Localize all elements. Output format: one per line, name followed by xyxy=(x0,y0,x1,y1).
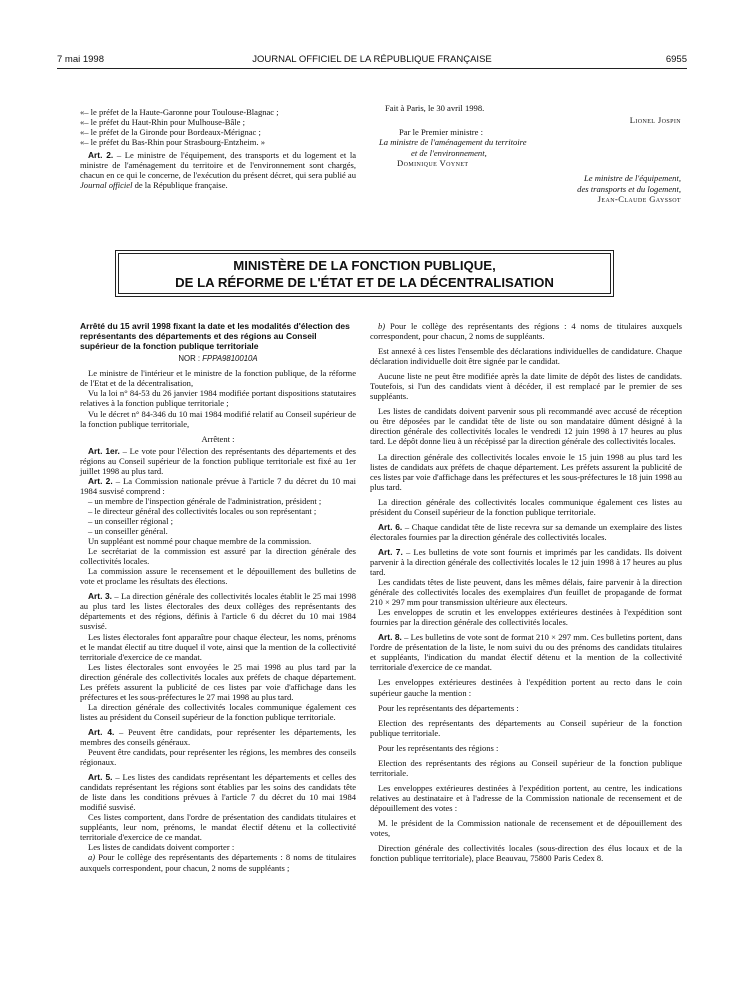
minister-title: des transports et du logement, xyxy=(577,183,681,194)
signatory-name: Jean-Claude Gayssot xyxy=(597,194,681,205)
article-1: Art. 1er. – Le vote pour l'élection des représentants des départements et des régions au Conseil supérieur de la fonction publique territoriale est fixé au 1er juillet 1998 au plus tard. xyxy=(80,445,356,476)
list-item: «– le préfet du Haut-Rhin pour Mulhouse-Bâle ; xyxy=(80,117,245,128)
list-item: – un conseiller régional ; xyxy=(88,515,173,526)
article-label: Art. 5. xyxy=(88,772,113,783)
list-item: «– le préfet de la Haute-Garonne pour Toulouse-Blagnac ; xyxy=(80,107,279,117)
article-8: Art. 8. – Les bulletins de vote sont de format 210 × 297 mm. Ces bulletins portent, dans l'ordre de présentation de la liste, le nom suivi du ou des prénoms des candidats titulaires et suppléants, l'indication du mandat électif détenu et la mention de la collectivité territoriale d'exercice de ce mandat. xyxy=(370,632,682,673)
minister-title: Le ministre de l'équipement, xyxy=(584,173,681,184)
paragraph: Aucune liste ne peut être modifiée après la date limite de dépôt des listes de candidats. Toutefois, si l'un des candidats vient à décéder, il est remplacé par le premier de ses suppléants. xyxy=(370,371,682,402)
paragraph: Les enveloppes extérieures destinées à l'expédition portent, au centre, les indications relatives au destinataire et à l'adresse de la Commission nationale de recensement et de dépouillement des votes : xyxy=(370,782,682,813)
article-label: Art. 7. xyxy=(378,546,403,557)
paragraph: Les listes électorales sont envoyées le 25 mai 1998 au plus tard par la direction générale des collectivités locales aux préfets de chaque département. Les préfets assurent la publicité de ces listes par voie d'affichage dans les préfectures et les sous-préfectures le 27 mai 1998 au plus tard. xyxy=(80,661,356,702)
paragraph: La direction générale des collectivités locales communique également ces listes au président du Conseil supérieur de la fonction publique territoriale. xyxy=(80,701,356,722)
article-label: Art. 3. xyxy=(88,591,113,602)
preamble-paragraph: Le ministre de l'intérieur et le ministre de la fonction publique, de la réforme de l'Etat et de la décentralisation, xyxy=(80,368,356,389)
paragraph: Les listes de candidats doivent comporter : xyxy=(88,842,235,853)
arretent: Arrêtent : xyxy=(201,433,235,444)
ministry-heading-line: MINISTÈRE DE LA FONCTION PUBLIQUE, xyxy=(233,258,496,273)
header-rule xyxy=(57,68,687,69)
article-label: Art. 4. xyxy=(88,726,115,737)
paragraph: Les enveloppes extérieures destinées à l'expédition portent au recto dans le coin supérieur gauche la mention : xyxy=(370,677,682,698)
paragraph: La direction générale des collectivités locales envoie le 15 juin 1998 au plus tard les listes de candidats aux préfets de chaque département. Les préfets assurent la publicité de ces listes par voie d'affichage dans les préfectures et les sous-préfectures le 18 juin 1998 au plus tard. xyxy=(370,451,682,492)
list-item: – un membre de l'inspection générale de l'administration, président ; xyxy=(88,495,322,506)
paragraph-a: a) Pour le collège des représentants des départements : 8 noms de titulaires auxquels correspondent, pour chacun, 2 noms de suppléants ; xyxy=(80,852,356,873)
article-4: Art. 4. – Peuvent être candidats, pour représenter les départements, les membres des conseils généraux. xyxy=(80,726,356,747)
paragraph: Les listes de candidats doivent parvenir sous pli recommandé avec accusé de réception ou être déposées par le candidat tête de liste ou son mandataire dûment désigné à la direction générale des collectivités locales le vendredi 12 juin 1998 à 17 heures au plus tard. Le dépôt donne lieu à un récépissé par la direction générale des collectivités locales. xyxy=(370,406,682,447)
paragraph: Peuvent être candidats, pour représenter les régions, les membres des conseils régionaux. xyxy=(80,747,356,768)
paragraph: La direction générale des collectivités locales communique également ces listes au président du Conseil supérieur de la fonction publique territoriale. xyxy=(370,496,682,517)
list-item: – le directeur général des collectivités locales ou son représentant ; xyxy=(88,505,317,516)
article-label: Art. 6. xyxy=(378,521,403,532)
article-label: Art. 2. xyxy=(88,150,114,161)
article-7: Art. 7. – Les bulletins de vote sont fournis et imprimés par les candidats. Ils doivent parvenir à la direction générale des collectivités locales le 12 juin 1998 à 17 heures au plus tard. xyxy=(370,546,682,577)
arrete-title: Arrêté du 15 avril 1998 fixant la date et les modalités d'élection des représentants des départements et des régions au Conseil supérieur de la fonction publique territoriale xyxy=(80,321,350,352)
preamble-paragraph: Vu la loi n° 84-53 du 26 janvier 1984 modifiée portant dispositions statutaires relatives à la fonction publique territoriale ; xyxy=(80,388,356,409)
paragraph: Pour les représentants des régions : xyxy=(378,742,499,753)
ministry-heading-line: DE LA RÉFORME DE L'ÉTAT ET DE LA DÉCENTRALISATION xyxy=(175,275,554,290)
paragraph: Pour les représentants des départements : xyxy=(378,702,519,713)
previous-decree-end xyxy=(80,107,356,190)
article-label: Art. 2. xyxy=(88,475,113,486)
paragraph: Les listes électorales font apparaître pour chaque électeur, les noms, prénoms et le mandat électif au titre duquel il vote, ainsi que la mention de la collectivité territoriale d'exercice de ce mandat. xyxy=(80,631,356,662)
ministry-heading-box xyxy=(118,253,611,294)
paragraph: Election des représentants des régions au Conseil supérieur de la fonction publique territoriale. xyxy=(370,757,682,778)
paragraph: Ces listes comportent, dans l'ordre de présentation des candidats titulaires et suppléants, leur nom, prénoms, le mandat électif détenu et la collectivité territoriale d'exercice de ce mandat. xyxy=(80,812,356,843)
minister-title: La ministre de l'aménagement du territoire xyxy=(379,137,527,148)
list-item: «– le préfet de la Gironde pour Bordeaux-Mérignac ; xyxy=(80,127,261,138)
by-prime-minister: Par le Premier ministre : xyxy=(399,126,484,137)
paragraph: La commission assure le recensement et le dépouillement des bulletins de vote et proclame les résultats des élections. xyxy=(80,566,356,587)
paragraph: Le secrétariat de la commission est assuré par la direction générale des collectivités locales. xyxy=(80,546,356,567)
paragraph: Les candidats têtes de liste peuvent, dans les mêmes délais, faire parvenir à la direction générale des collectivités locales des exemplaires d'un feuillet de propagande de format 210 × 297 mm pour transmission ultérieure aux électeurs. xyxy=(370,577,682,608)
article-2-previous: Art. 2. – Le ministre de l'équipement, des transports et du logement et la ministre de l'aménagement du territoire et de l'environnement sont chargés, chacun en ce qui le concerne, de l'exécution du présent décret, qui sera publié au Journal officiel de la République française. xyxy=(80,150,356,191)
header-date: 7 mai 1998 xyxy=(57,54,105,65)
paragraph: M. le président de la Commission nationale de recensement et de dépouillement des votes, xyxy=(370,817,682,839)
signature-block xyxy=(379,103,681,205)
page-header xyxy=(57,54,687,68)
paragraph: Est annexé à ces listes l'ensemble des déclarations individuelles de candidature. Chaque déclaration individuelle doit être signée par le candidat. xyxy=(370,346,682,367)
article-6: Art. 6. – Chaque candidat tête de liste recevra sur sa demande un exemplaire des listes électorales fournies par la direction générale des collectivités locales. xyxy=(370,521,682,542)
header-journal-title: JOURNAL OFFICIEL DE LA RÉPUBLIQUE FRANÇAISE xyxy=(252,54,492,65)
paragraph: Election des représentants des départements au Conseil supérieur de la fonction publique territoriale. xyxy=(370,717,682,738)
paragraph: Les enveloppes de scrutin et les enveloppes extérieures destinées à l'expédition sont fournies par la direction générale des collectivités locales. xyxy=(370,607,682,628)
article-2: Art. 2. – La Commission nationale prévue à l'article 7 du décret du 10 mai 1984 susvisé comprend : xyxy=(80,475,356,496)
list-item: «– le préfet du Bas-Rhin pour Strasbourg-Entzheim. » xyxy=(80,137,265,148)
signatory-prime-minister: Lionel Jospin xyxy=(629,115,681,126)
done-at: Fait à Paris, le 30 avril 1998. xyxy=(385,103,485,113)
arrete-left-column xyxy=(80,321,356,873)
preamble-paragraph: Vu le décret n° 84-346 du 10 mai 1984 modifié relatif au Conseil supérieur de la fonction publique territoriale, xyxy=(80,408,356,429)
paragraph: Un suppléant est nommé pour chaque membre de la commission. xyxy=(88,536,312,547)
nor-reference: NOR : FPPA9810010A xyxy=(178,354,258,364)
header-page-number: 6955 xyxy=(665,54,687,65)
list-item: – un conseiller général. xyxy=(88,526,168,537)
article-label: Art. 8. xyxy=(378,632,402,643)
minister-title: et de l'environnement, xyxy=(411,147,487,158)
article-3: Art. 3. – La direction générale des collectivités locales établit le 25 mai 1998 au plus tard les listes électorales des deux collèges des représentants des départements et des régions, définis à l'article 6 du décret du 10 mai 1984 susvisé. xyxy=(80,591,356,632)
article-5: Art. 5. – Les listes des candidats représentant les départements et celles des candidats représentant les régions sont établies par les soins des candidats tête de liste dans les conditions prévues à l'article 7 du décret du 10 mai 1984 modifié susvisé. xyxy=(80,772,356,813)
paragraph: Direction générale des collectivités locales (sous-direction des élus locaux et de la fonction publique territoriale), place Beauvau, 75800 Paris Cedex 8. xyxy=(370,843,682,864)
article-label: Art. 1er. xyxy=(88,445,120,456)
paragraph-b: b) Pour le collège des représentants des régions : 4 noms de titulaires auxquels correspondent, pour chacun, 2 noms de suppléants. xyxy=(370,321,682,342)
arrete-right-column xyxy=(370,321,682,863)
signatory-name: Dominique Voynet xyxy=(397,158,469,169)
